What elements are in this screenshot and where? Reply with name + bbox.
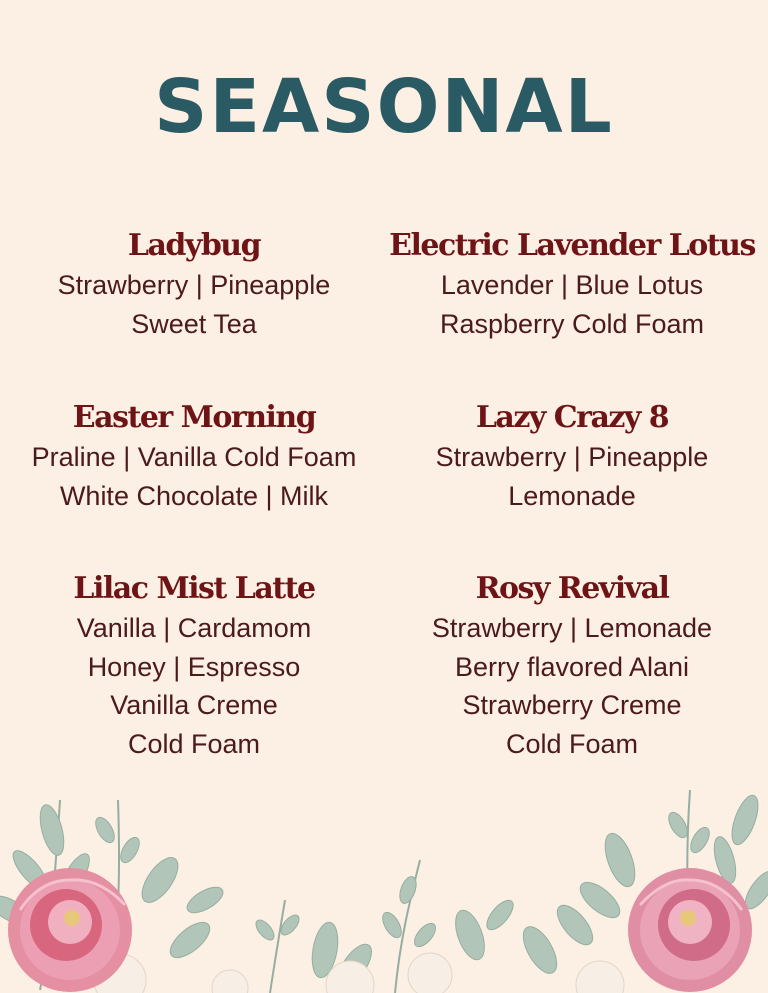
menu-item-ingredients: Sweet Tea: [131, 308, 257, 339]
menu-item-easter-morning: [2, 398, 386, 515]
menu-item-ingredients: Berry flavored Alani: [454, 651, 690, 682]
menu-item-ingredients: Honey | Espresso: [87, 651, 301, 682]
menu-item-name: Electric Lavender Lotus: [389, 228, 755, 263]
menu-item-ingredients: Strawberry | Pineapple: [435, 442, 709, 472]
menu-item-name: Easter Morning: [72, 400, 316, 435]
page-title: SEASONAL: [154, 64, 614, 150]
menu-item-name: Lazy Crazy 8: [475, 400, 669, 435]
menu-item-ingredients: Vanilla Creme: [110, 690, 278, 720]
menu-item-ingredients: White Chocolate | Milk: [59, 480, 329, 511]
menu-item-lazy-crazy-8: [380, 398, 764, 515]
menu-item-ingredients: Strawberry Creme: [462, 690, 682, 720]
peony-flower-icon: [628, 868, 752, 992]
menu-item-ingredients: Strawberry | Lemonade: [431, 613, 713, 643]
menu-item-ladybug: [2, 226, 386, 343]
menu-item-rosy-revival: [380, 569, 764, 763]
menu-item-ingredients: Strawberry | Pineapple: [57, 270, 331, 300]
menu-item-ingredients: Lavender | Blue Lotus: [440, 270, 704, 300]
menu-item-ingredients: Praline | Vanilla Cold Foam: [31, 442, 357, 472]
peony-flower-icon: [8, 868, 132, 992]
menu-item-name: Ladybug: [127, 228, 261, 263]
menu-item-ingredients: Cold Foam: [127, 728, 261, 759]
menu-item-name: Rosy Revival: [475, 571, 669, 606]
menu-item-lilac-mist-latte: [2, 569, 386, 763]
menu-item-electric-lavender-lotus: [380, 226, 764, 343]
menu-item-ingredients: Cold Foam: [505, 728, 639, 759]
floral-border: [0, 760, 768, 993]
menu-item-name: Lilac Mist Latte: [73, 571, 315, 606]
menu-item-ingredients: Lemonade: [508, 480, 636, 511]
menu-item-ingredients: Raspberry Cold Foam: [439, 308, 705, 339]
menu-item-ingredients: Vanilla | Cardamom: [76, 613, 312, 643]
